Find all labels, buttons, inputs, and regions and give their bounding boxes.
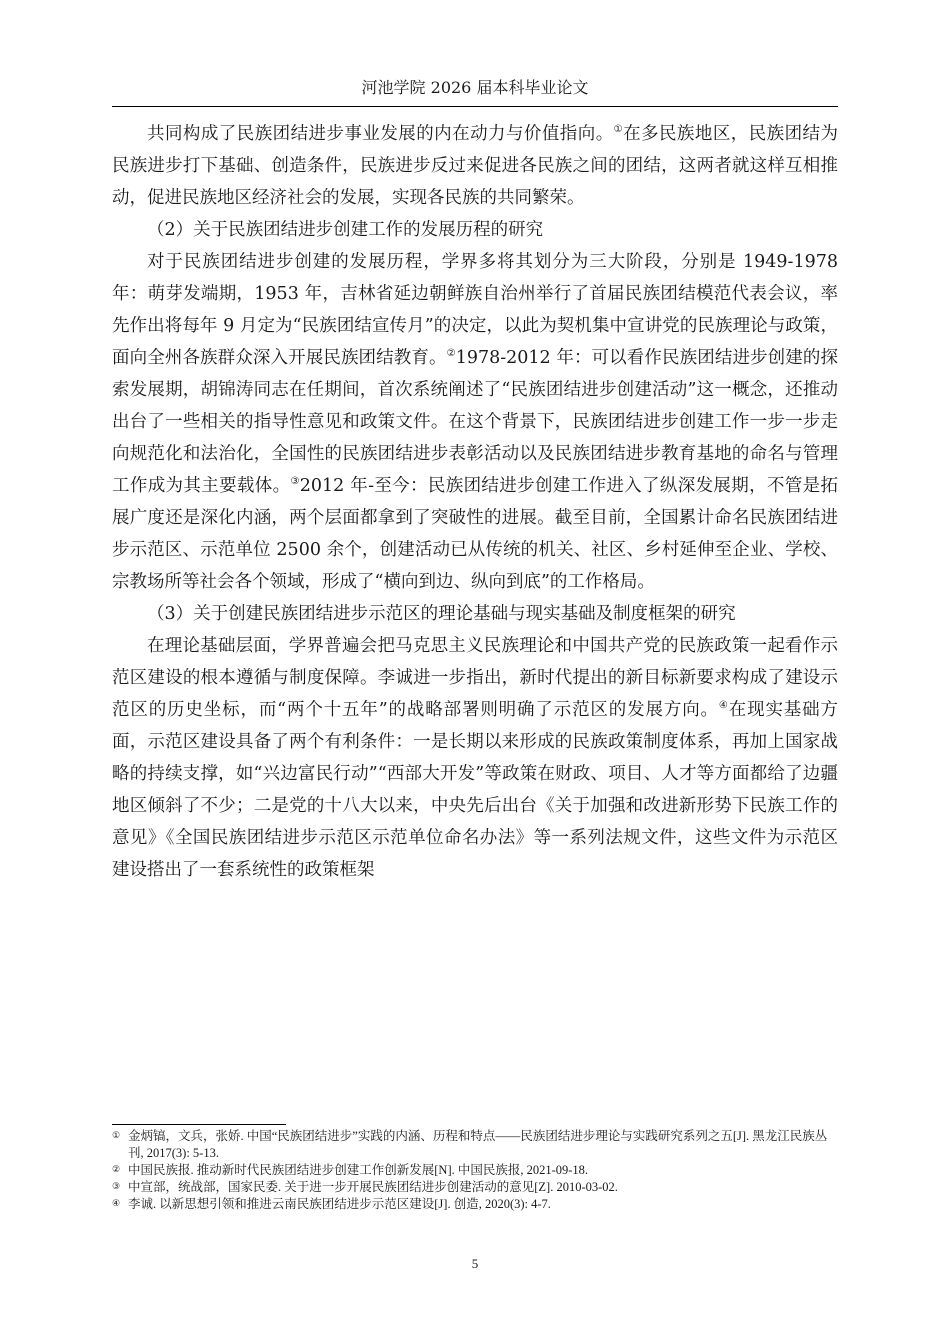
- footnote-separator: [112, 1124, 286, 1125]
- footnote-3: [112, 1179, 838, 1196]
- footnote-ref-1[interactable]: ①: [613, 124, 624, 136]
- paragraph-text: 对于民族团结进步创建的发展历程，学界多将其划分为三大阶段，分别是 1949-1978 年：萌芽发端期，1953 年，吉林省延边朝鲜族自治州举行了首届民族团结模范代表会议，率先作出将每年 9 月定为“民族团结宣传月”的决定，以此为契机集中宣讲党的民族理论与政策，面向全州各族群众深入开展民族团结教育。: [112, 252, 838, 368]
- paragraph-text: 在理论基础层面，学界普遍会把马克思主义民族理论和中国共产党的民族政策一起看作示范区建设的根本遵循与制度保障。李诚进一步指出，新时代提出的新目标新要求构成了建设示范区的历史坐标，而“两个十五年”的战略部署则明确了示范区的发展方向。: [112, 636, 838, 720]
- footnote-ref-3[interactable]: ③: [290, 476, 300, 488]
- paragraph-3: [112, 630, 838, 886]
- footnote-4: [112, 1196, 838, 1213]
- footnote-1: [112, 1128, 838, 1162]
- footnote-ref-2[interactable]: ②: [446, 348, 456, 360]
- paragraph-text: 在多民族地区，民族团结为民族进步打下基础、创造条件，民族进步反过来促进各民族之间的团结，这两者就这样互相推动，促进民族地区经济社会的发展，实现各民族的共同繁荣。: [112, 124, 839, 208]
- paragraph-text: 在现实基础方面，示范区建设具备了两个有利条件：一是长期以来形成的民族政策制度体系，再加上国家战略的持续支撑，如“兴边富民行动”“西部大开发”等政策在财政、项目、人才等方面都给了边疆地区倾斜了不少；二是党的十八大以来，中央先后出台《关于加强和改进新形势下民族工作的意见》《全国民族团结进步示范区示范单位命名办法》等一系列法规文件，这些文件为示范区建设搭出了一套系统性的政策框架: [112, 700, 839, 880]
- footnote-mark: ③: [112, 1181, 121, 1191]
- footnote-2: [112, 1162, 838, 1179]
- footnote-text: 金炳镐，文兵，张娇. 中国“民族团结进步”实践的内涵、历程和特点——民族团结进步理论与实践研究系列之五[J]. 黑龙江民族丛刊, 2017(3): 5-13.: [128, 1129, 828, 1160]
- section-heading-2: （2）关于民族团结进步创建工作的发展历程的研究: [147, 220, 544, 240]
- paragraph-text: 1978-2012 年：可以看作民族团结进步创建的探索发展期，胡锦涛同志在任期间，首次系统阐述了“民族团结进步创建活动”这一概念，还推动出台了一些相关的指导性意见和政策文件。在这个背景下，民族团结进步创建工作一步一步走向规范化和法治化，全国性的民族团结进步表彰活动以及民族团结进步教育基地的命名与管理工作成为其主要载体。: [112, 348, 839, 496]
- page-number: 5: [471, 1256, 479, 1271]
- running-header: 河池学院 2026 届本科毕业论文: [361, 78, 589, 97]
- paragraph-1: [112, 118, 838, 214]
- header-rule: [112, 106, 838, 107]
- footnotes: [112, 1128, 838, 1213]
- body-text: [112, 118, 838, 886]
- footnote-mark: ①: [112, 1130, 121, 1140]
- paragraph-2: [112, 246, 838, 598]
- footnote-text: 李诚. 以新思想引领和推进云南民族团结进步示范区建设[J]. 创造, 2020(3): 4-7.: [128, 1197, 551, 1211]
- footnote-ref-4[interactable]: ④: [718, 700, 729, 712]
- footnote-text: 中宣部，统战部，国家民委. 关于进一步开展民族团结进步创建活动的意见[Z]. 2010-03-02.: [128, 1180, 618, 1194]
- paragraph-text: 共同构成了民族团结进步事业发展的内在动力与价值指向。: [147, 124, 614, 144]
- footnote-mark: ④: [112, 1198, 121, 1208]
- footnote-mark: ②: [112, 1164, 121, 1174]
- section-heading-3: （3）关于创建民族团结进步示范区的理论基础与现实基础及制度框架的研究: [147, 604, 736, 624]
- paragraph-text: 2012 年-至今：民族团结进步创建工作进入了纵深发展期，不管是拓展广度还是深化内涵，两个层面都拿到了突破性的进展。截至目前，全国累计命名民族团结进步示范区、示范单位 2500 余个，创建活动已从传统的机关、社区、乡村延伸至企业、学校、宗教场所等社会各个领域，形成了“横向到边、纵向到底”的工作格局。: [112, 476, 838, 592]
- footnote-text: 中国民族报. 推动新时代民族团结进步创建工作创新发展[N]. 中国民族报, 2021-09-18.: [128, 1163, 589, 1177]
